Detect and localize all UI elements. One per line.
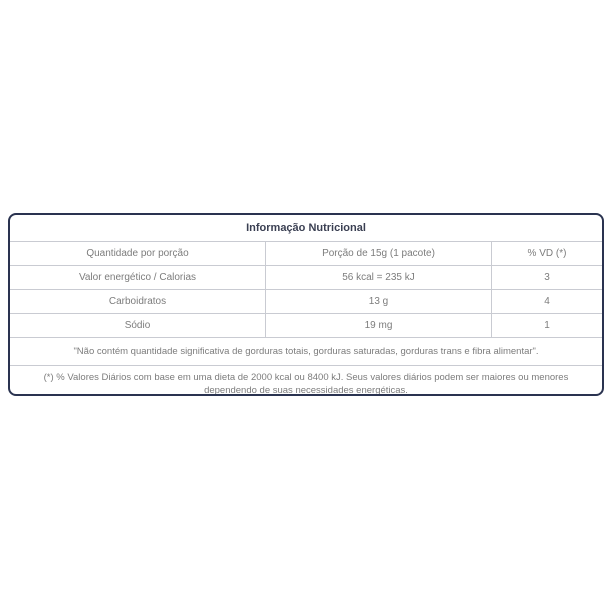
header-serving-quantity: Quantidade por porção bbox=[10, 242, 266, 265]
table-row-carbohydrates bbox=[10, 290, 602, 314]
row-amount: 56 kcal = 235 kJ bbox=[266, 266, 492, 289]
row-daily-value: 3 bbox=[544, 272, 550, 283]
table-title: Informação Nutricional bbox=[10, 215, 602, 242]
row-daily-value: 1 bbox=[544, 320, 550, 331]
header-daily-value: % VD (*) bbox=[527, 248, 567, 259]
daily-values-footnote: (*) % Valores Diários com base em uma dieta de 2000 kcal ou 8400 kJ. Seus valores diários podem ser maiores ou menores dependendo de suas necessidades energéticas. bbox=[43, 372, 569, 396]
row-label: Sódio bbox=[10, 314, 266, 337]
row-daily-value: 4 bbox=[544, 296, 550, 307]
table-row-energy bbox=[10, 266, 602, 290]
row-label: Carboidratos bbox=[10, 290, 266, 313]
not-significant-note: "Não contém quantidade significativa de gorduras totais, gorduras saturadas, gorduras trans e fibra alimentar". bbox=[10, 338, 602, 366]
row-label: Valor energético / Calorias bbox=[10, 266, 266, 289]
row-amount: 19 mg bbox=[266, 314, 492, 337]
nutrition-facts-table bbox=[8, 213, 604, 396]
table-row-sodium bbox=[10, 314, 602, 338]
table-header-row bbox=[10, 242, 602, 266]
row-amount: 13 g bbox=[266, 290, 492, 313]
header-portion: Porção de 15g (1 pacote) bbox=[266, 242, 492, 265]
